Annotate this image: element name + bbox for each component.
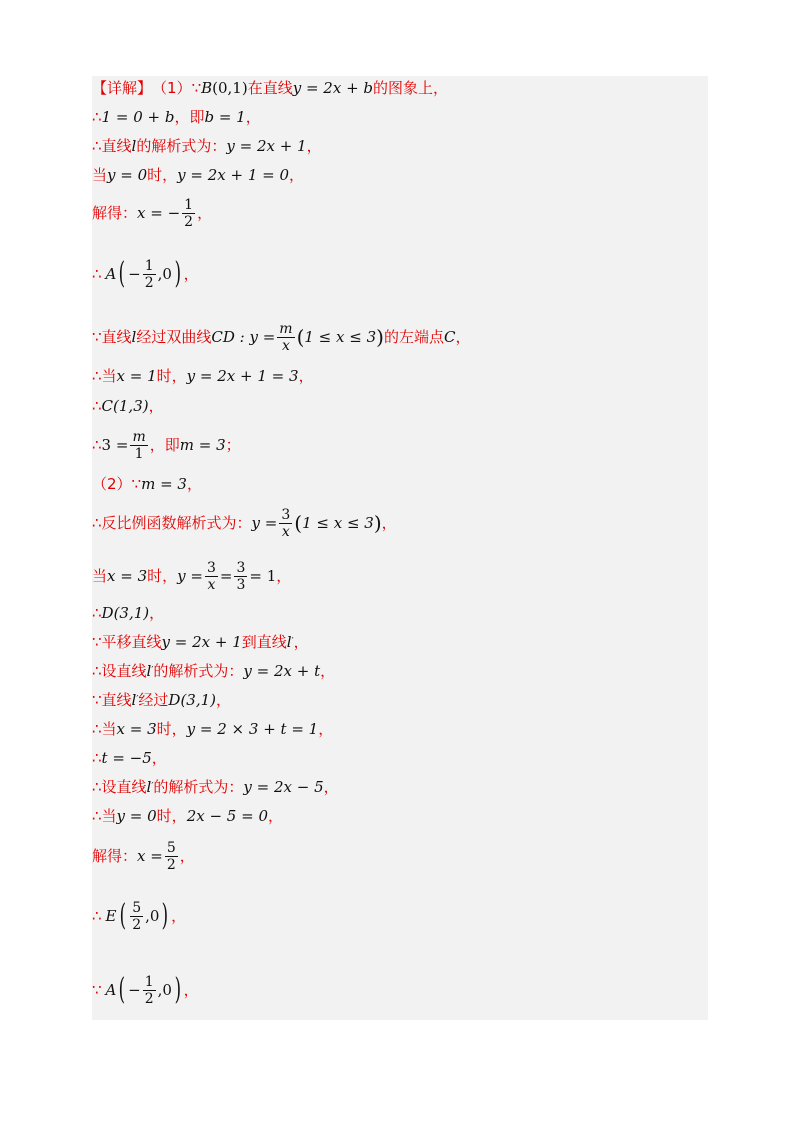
- fraction: $\frac{m}{1}$: [132, 428, 146, 462]
- fraction: $\frac{5}{2}$: [132, 899, 142, 933]
- line-18: ∴当 x = 3 时， y = 2 × 3 + t = 1 ，: [92, 720, 334, 738]
- line-6: ∴ A ( − $\frac{1}{2}$ ,0 ) ，: [92, 256, 199, 291]
- line-2: ∴ 1 = 0 + b ，即 b = 1 ，: [92, 108, 261, 126]
- line-10: ∴ 3 = $\frac{m}{1}$ ，即 m = 3 ；: [92, 428, 241, 462]
- detail-label: 【详解】: [92, 79, 153, 97]
- line-17: ∵直线 l ′ 经过 D(3,1) ，: [92, 691, 232, 709]
- line-1: 【详解】 （1） ∵ B (0,1) 在直线 y = 2x + b 的图象上，: [92, 79, 449, 97]
- line-13: 当 x = 3 时， y = $\frac{3}{x}$ = $\frac{3}{3}$ = 1 ，: [92, 559, 292, 593]
- fraction: $\frac{1}{2}$: [144, 973, 154, 1007]
- line-8: ∴当 x = 1 时， y = 2x + 1 = 3 ，: [92, 367, 314, 385]
- line-9: ∴ C(1,3) ，: [92, 397, 164, 415]
- fraction: $\frac{5}{2}$: [166, 839, 176, 873]
- line-22: 解得： x = $\frac{5}{2}$ ，: [92, 839, 195, 873]
- fraction: $\frac{3}{x}$: [281, 506, 291, 540]
- fraction: $\frac{3}{3}$: [236, 559, 246, 593]
- line-23: ∴ E ( $\frac{5}{2}$ ,0 ) ，: [92, 898, 187, 933]
- line-24: ∵ A ( − $\frac{1}{2}$ ,0 ) ，: [92, 972, 199, 1007]
- line-11: （2）∵ m = 3 ，: [92, 475, 202, 493]
- line-20: ∴设直线 l ′ 的解析式为： y = 2x − 5 ，: [92, 778, 339, 796]
- line-19: ∴ t = −5 ，: [92, 749, 167, 767]
- fraction: $\frac{3}{x}$: [206, 559, 216, 593]
- fraction: $\frac{1}{2}$: [144, 257, 154, 291]
- fraction: $\frac{1}{2}$: [184, 196, 194, 230]
- line-16: ∴设直线 l ′ 的解析式为： y = 2x + t ，: [92, 662, 336, 680]
- line-3: ∴直线 l 的解析式为： y = 2x + 1 ，: [92, 137, 322, 155]
- line-14: ∴ D(3,1) ，: [92, 604, 165, 622]
- line-15: ∵平移直线 y = 2x + 1 到直线 l ′ ，: [92, 633, 309, 651]
- line-4: 当 y = 0 时， y = 2x + 1 = 0 ，: [92, 166, 305, 184]
- line-5: 解得： x = − $\frac{1}{2}$ ，: [92, 196, 213, 230]
- line-7: ∵直线 l 经过双曲线 CD : y = $\frac{m}{x}$ ( 1 ≤ x ≤ 3 ) 的左端点 C ，: [92, 320, 471, 354]
- line-21: ∴当 y = 0 时， 2x − 5 = 0 ，: [92, 807, 284, 825]
- line-12: ∴反比例函数解析式为： y = $\frac{3}{x}$ ( 1 ≤ x ≤ 3 ) ，: [92, 506, 397, 540]
- fraction: $\frac{m}{x}$: [279, 320, 293, 354]
